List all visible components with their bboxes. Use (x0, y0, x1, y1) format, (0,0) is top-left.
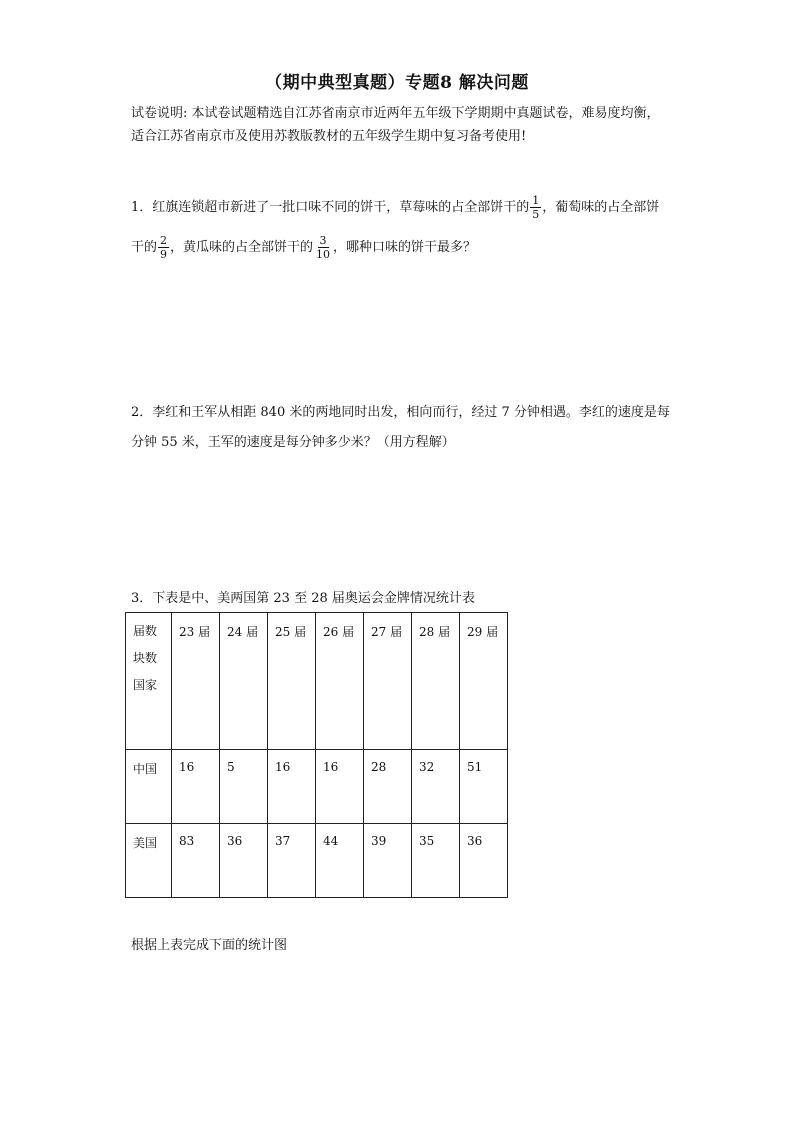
table-header-cell: 26 届 (316, 613, 364, 750)
question-1-text-b: ，葡萄味的占全部饼干的 (131, 200, 660, 255)
fraction-numerator: 1 (532, 194, 540, 207)
gold-medal-table (125, 612, 508, 898)
table-row-china (126, 750, 508, 824)
table-cell: 35 (412, 824, 460, 898)
question-1-text-d: ，哪种口味的饼干最多？ (333, 240, 477, 255)
table-cell: 83 (172, 824, 220, 898)
table-row-label: 美国 (126, 824, 172, 898)
table-cell: 37 (268, 824, 316, 898)
table-row-usa (126, 824, 508, 898)
question-2: 2．李红和王军从相距 840 米的两地同时出发，相向而行，经过 7 分钟相遇。李红的速度是每分钟 55 米，王军的速度是每分钟多少米？（用方程解） (131, 405, 670, 450)
table-cell: 28 (364, 750, 412, 824)
table-cell: 36 (460, 824, 508, 898)
fraction-numerator: 2 (160, 234, 168, 247)
table-cell: 32 (412, 750, 460, 824)
fraction-denominator: 5 (532, 208, 540, 221)
table-cell: 5 (220, 750, 268, 824)
table-cell: 44 (316, 824, 364, 898)
table-header-cell: 23 届 (172, 613, 220, 750)
table-cell: 16 (172, 750, 220, 824)
fraction-two-ninths (158, 234, 169, 261)
table-header-cell: 25 届 (268, 613, 316, 750)
table-row-label: 中国 (126, 750, 172, 824)
table-header-cell: 29 届 (460, 613, 508, 750)
question-1 (131, 188, 671, 268)
table-cell: 36 (220, 824, 268, 898)
corner-label-session: 届数 (133, 624, 158, 638)
table-header-cell: 24 届 (220, 613, 268, 750)
fraction-three-tenths (314, 234, 332, 261)
table-cell: 51 (460, 750, 508, 824)
table-corner-cell (126, 613, 172, 750)
fraction-numerator: 3 (319, 234, 327, 247)
table-cell: 39 (364, 824, 412, 898)
fraction-one-fifth (530, 194, 541, 221)
table-header-row (126, 613, 508, 750)
table-cell: 16 (316, 750, 364, 824)
exam-description: 试卷说明: 本试卷试题精选自江苏省南京市近两年五年级下学期期中真题试卷，难易度均衡，适合江苏省南京市及使用苏教版教材的五年级学生期中复习备考使用! (131, 106, 660, 144)
table-header-cell: 28 届 (412, 613, 460, 750)
corner-label-count: 块数 (133, 651, 158, 665)
fraction-denominator: 9 (160, 248, 168, 261)
fraction-denominator: 10 (316, 248, 331, 261)
chart-instruction: 根据上表完成下面的统计图 (131, 938, 288, 953)
table-header-cell: 27 届 (364, 613, 412, 750)
question-1-text-a: 1．红旗连锁超市新进了一批口味不同的饼干，草莓味的占全部饼干的 (131, 200, 530, 215)
question-1-text-c: ，黄瓜味的占全部饼干的 (170, 240, 314, 255)
table-cell: 16 (268, 750, 316, 824)
question-3: 3．下表是中、美两国第 23 至 28 届奥运会金牌情况统计表 (131, 591, 475, 606)
page-title: （期中典型真题）专题8 解决问题 (265, 73, 529, 93)
corner-label-country: 国家 (133, 678, 158, 692)
